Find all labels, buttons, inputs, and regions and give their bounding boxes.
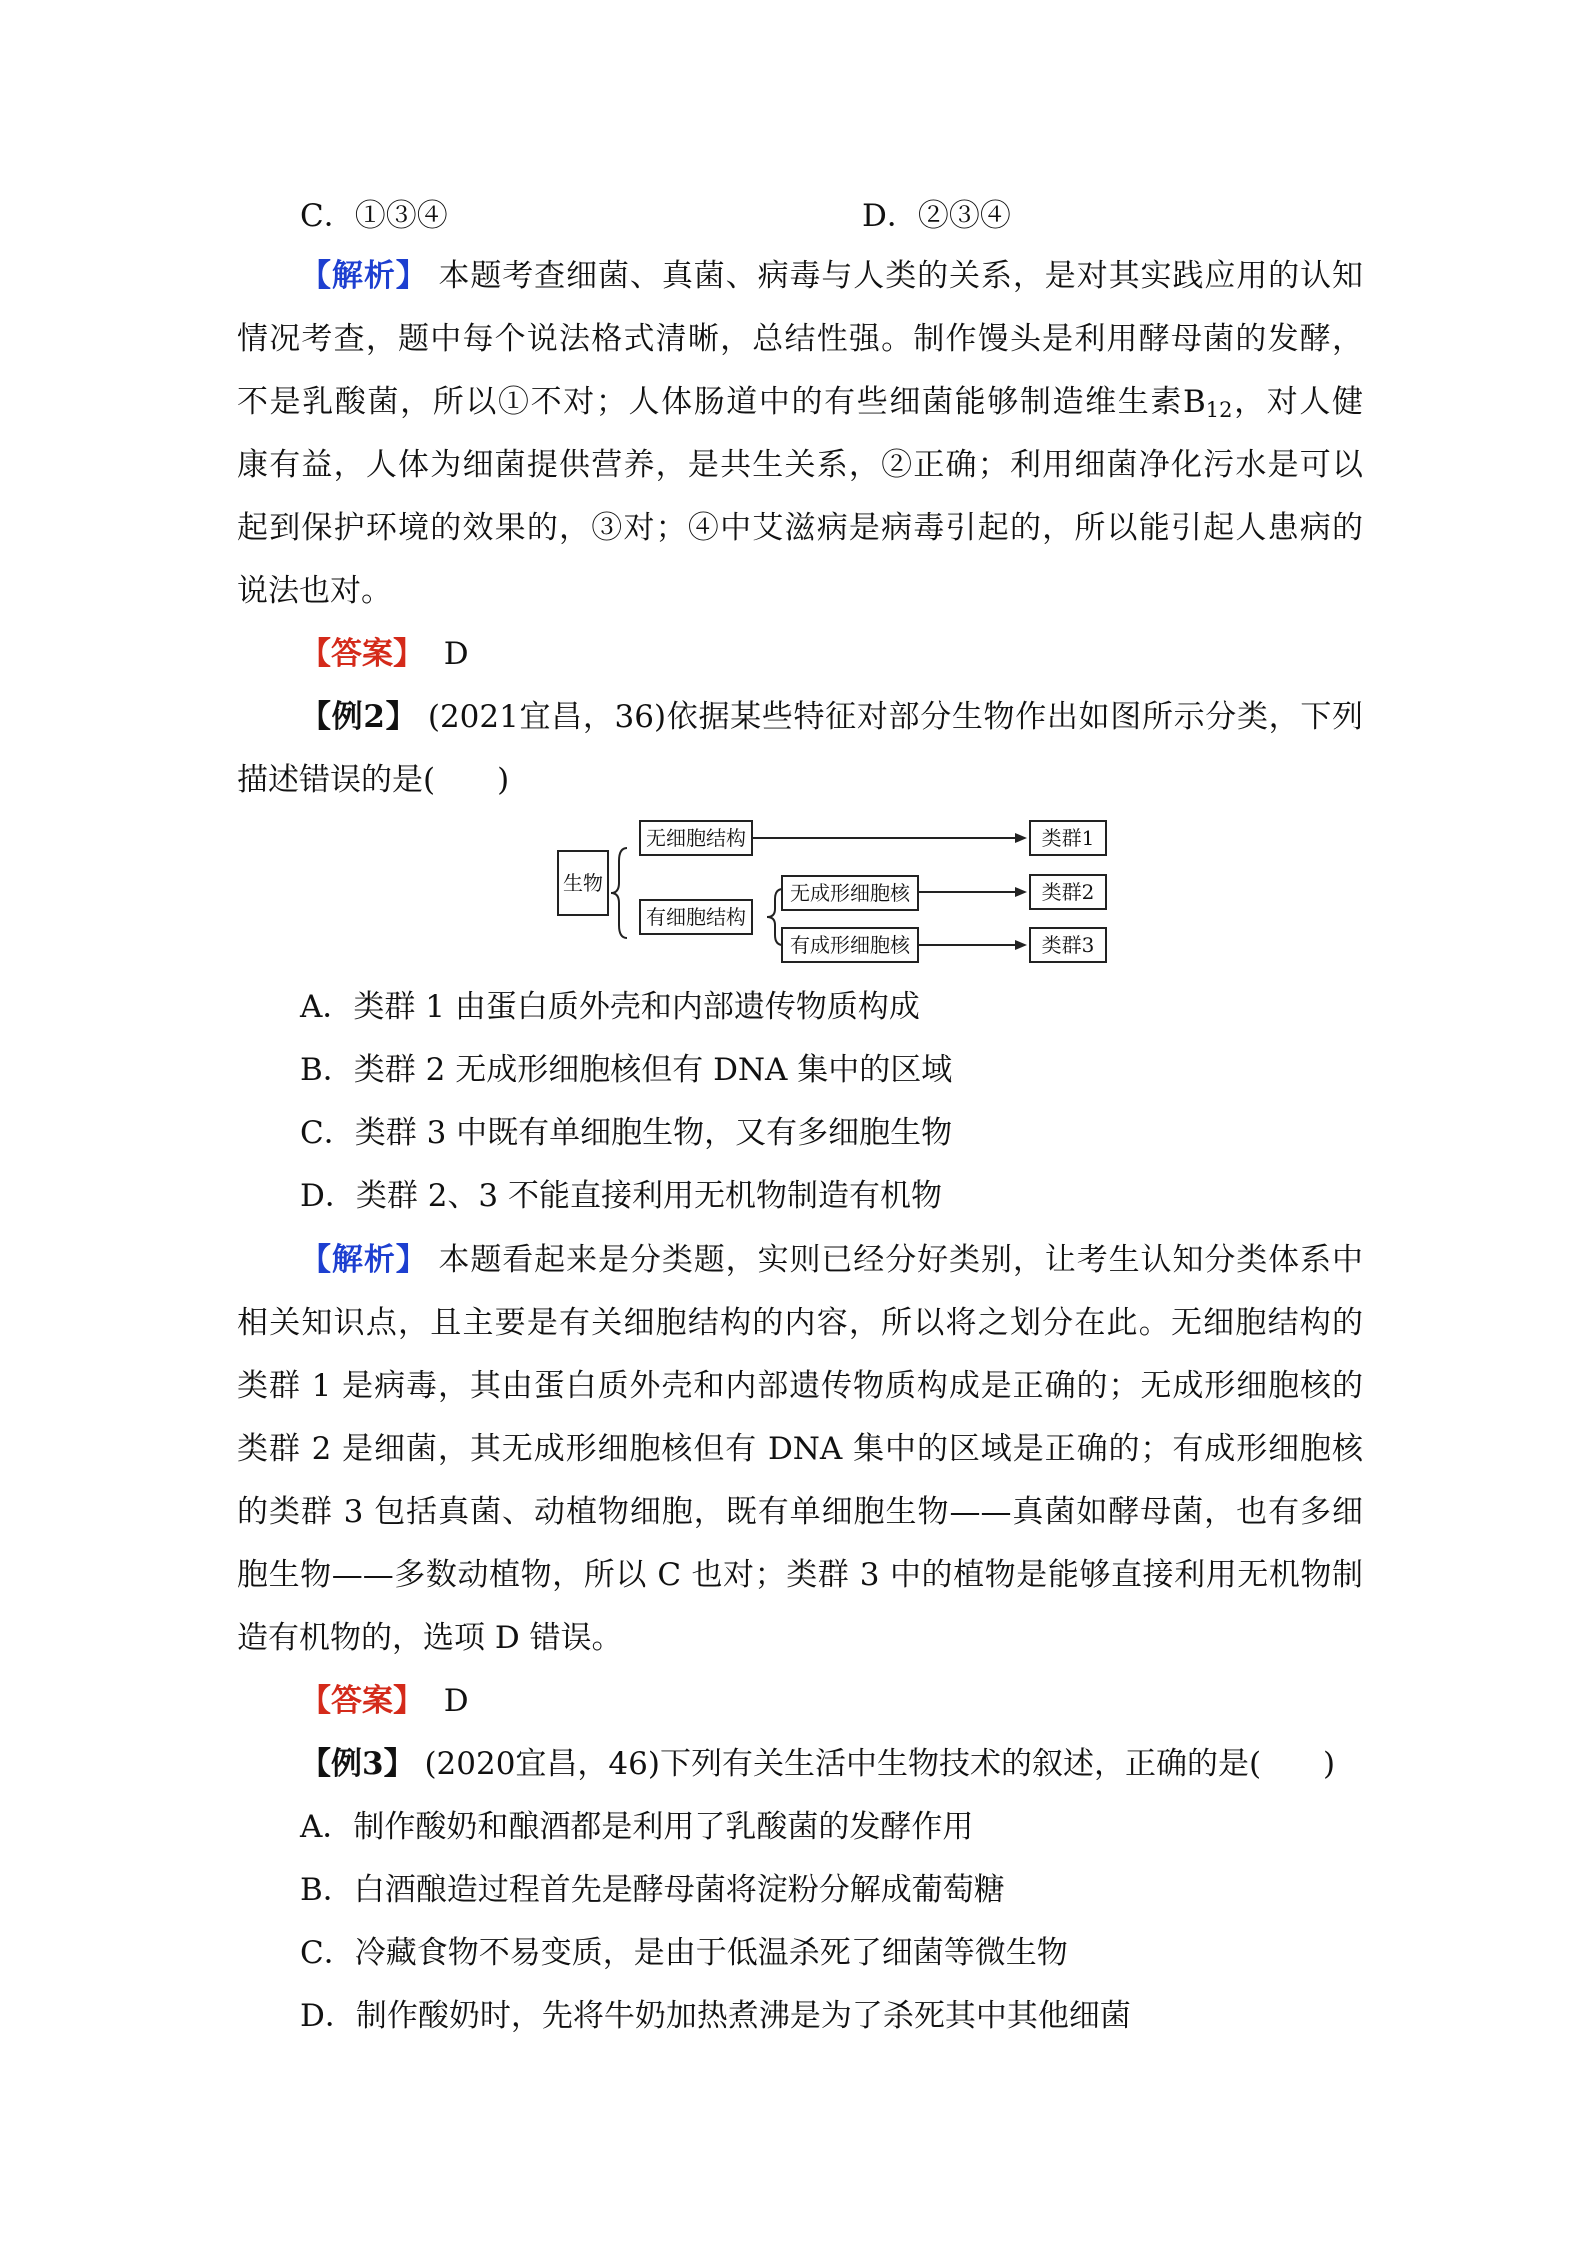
diagram-group2-box: 类群2: [1029, 874, 1107, 910]
q2-analysis-line-6: 胞生物——多数动植物，所以 C 也对；类群 3 中的植物是能够直接利用无机物制: [237, 1557, 1363, 1593]
diagram-group3-box: 类群3: [1029, 927, 1107, 963]
q3-tag: 【例3】: [300, 1746, 415, 1782]
q3-option-a: A．制作酸奶和酿酒都是利用了乳酸菌的发酵作用: [300, 1809, 974, 1845]
q2-analysis-line-4: 类群 2 是细菌，其无成形细胞核但有 DNA 集中的区域是正确的；有成形细胞核: [237, 1431, 1363, 1467]
q2-analysis-line-1: 【解析】 本题看起来是分类题，实则已经分好类别，让考生认知分类体系中: [300, 1242, 1364, 1278]
diagram-has-nucleus-box: 有成形细胞核: [781, 927, 919, 963]
q2-option-a: A．类群 1 由蛋白质外壳和内部遗传物质构成: [300, 989, 920, 1025]
q2-tag: 【例2】: [300, 699, 418, 735]
q1-analysis-line-4: 康有益，人体为细菌提供营养，是共生关系，②正确；利用细菌净化污水是可以: [237, 447, 1363, 483]
q3-option-d: D．制作酸奶时，先将牛奶加热煮沸是为了杀死其中其他细菌: [300, 1998, 1131, 2034]
diagram-root-box: 生物: [557, 850, 609, 916]
q2-analysis-line-5: 的类群 3 包括真菌、动植物细胞，既有单细胞生物——真菌如酵母菌，也有多细: [237, 1494, 1363, 1530]
q2-analysis-line-3: 类群 1 是病毒，其由蛋白质外壳和内部遗传物质构成是正确的；无成形细胞核的: [237, 1368, 1363, 1404]
q2-option-c: C．类群 3 中既有单细胞生物，又有多细胞生物: [300, 1115, 953, 1151]
q1-analysis-line-1: 【解析】 本题考查细菌、真菌、病毒与人类的关系，是对其实践应用的认知: [300, 258, 1364, 294]
q1-analysis-line-6: 说法也对。: [237, 573, 392, 609]
q1-analysis-line-2: 情况考查，题中每个说法格式清晰，总结性强。制作馒头是利用酵母菌的发酵，: [237, 321, 1363, 357]
q2-analysis-line-7: 造有机物的，选项 D 错误。: [237, 1620, 623, 1656]
diagram-no-cell-box: 无细胞结构: [639, 820, 753, 856]
q2-stem-line-1: 【例2】 (2021宜昌，36)依据某些特征对部分生物作出如图所示分类，下列: [300, 699, 1364, 735]
q1-analysis-line-3: 不是乳酸菌，所以①不对；人体肠道中的有些细菌能够制造维生素$B_{12}$，对人健: [237, 384, 1363, 422]
q3-stem: 【例3】 (2020宜昌，46)下列有关生活中生物技术的叙述，正确的是( ): [300, 1746, 1336, 1782]
q2-analysis-line-2: 相关知识点，且主要是有关细胞结构的内容，所以将之划分在此。无细胞结构的: [237, 1305, 1363, 1341]
q1-analysis-tag: 【解析】: [300, 258, 428, 294]
q2-option-d: D．类群 2、3 不能直接利用无机物制造有机物: [300, 1178, 943, 1214]
q1-answer: 【答案】 D: [300, 636, 469, 672]
q2-answer-tag: 【答案】: [300, 1683, 424, 1719]
diagram-group1-box: 类群1: [1029, 820, 1107, 856]
q3-option-c: C．冷藏食物不易变质，是由于低温杀死了细菌等微生物: [300, 1935, 1068, 1971]
diagram-has-cell-box: 有细胞结构: [639, 899, 753, 935]
q1-answer-tag: 【答案】: [300, 636, 424, 672]
q2-option-b: B．类群 2 无成形细胞核但有 DNA 集中的区域: [300, 1052, 953, 1088]
q1-option-d: D．②③④: [862, 198, 1011, 234]
diagram-no-nucleus-box: 无成形细胞核: [781, 875, 919, 911]
q3-option-b: B．白酒酿造过程首先是酵母菌将淀粉分解成葡萄糖: [300, 1872, 1005, 1908]
q1-option-c: C．①③④: [300, 198, 448, 234]
classification-diagram: [557, 813, 1107, 973]
q2-stem-line-2: 描述错误的是( ): [237, 762, 510, 798]
q2-analysis-tag: 【解析】: [300, 1242, 428, 1278]
q2-answer: 【答案】 D: [300, 1683, 469, 1719]
q1-analysis-line-5: 起到保护环境的效果的，③对；④中艾滋病是病毒引起的，所以能引起人患病的: [237, 510, 1363, 546]
